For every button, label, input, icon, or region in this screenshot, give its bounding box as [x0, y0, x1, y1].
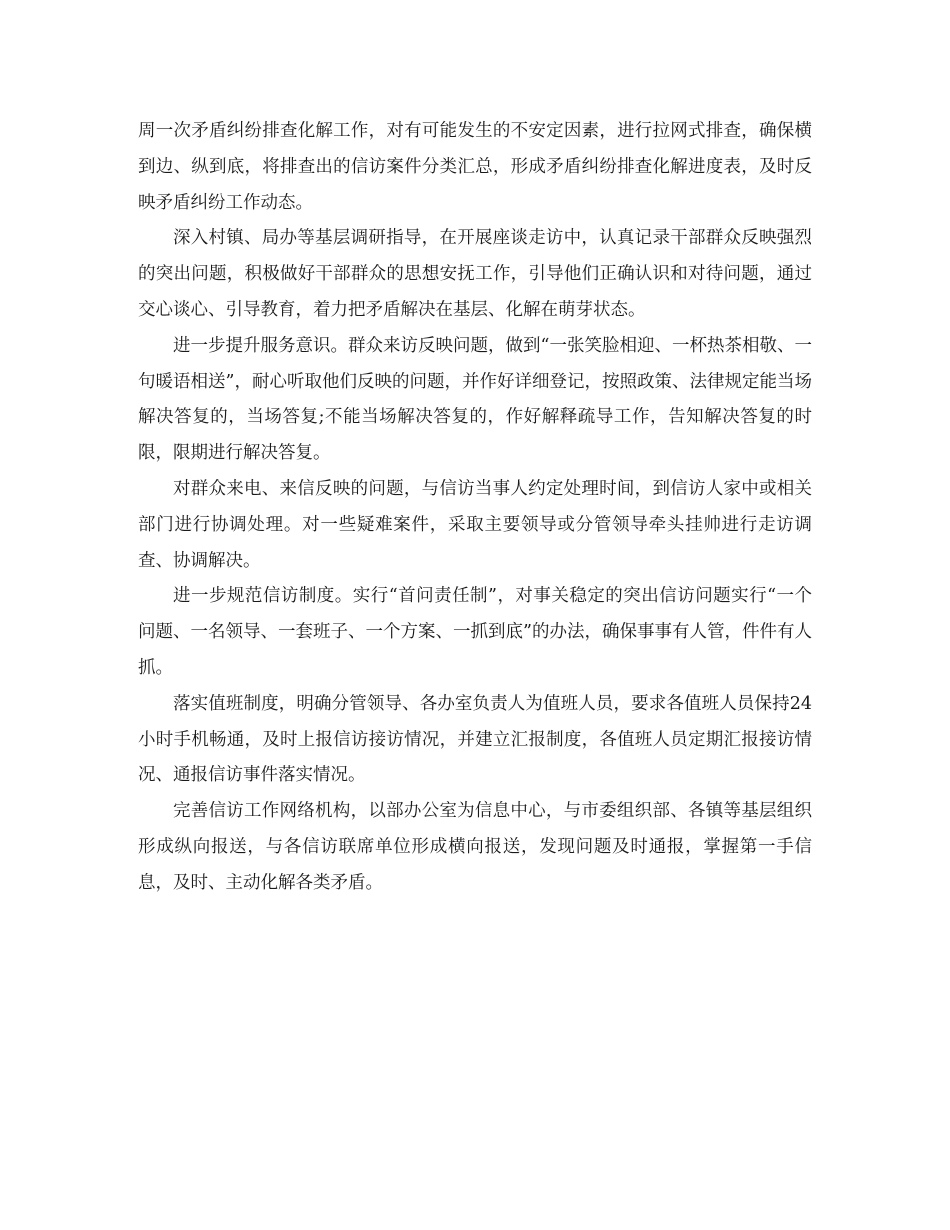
document-body [138, 114, 812, 902]
paragraph-field-research: 深入村镇、局办等基层调研指导，在开展座谈走访中，认真记录干部群众反映强烈的突出问题，积极做好干部群众的思想安抚工作，引导他们正确认识和对待问题，通过交心谈心、引导教育，着力把矛盾解决在基层、化解在萌芽状态。 [138, 228, 812, 320]
paragraph-network-structure: 完善信访工作网络机构，以部办公室为信息中心，与市委组织部、各镇等基层组织形成纵向报送，与各信访联席单位形成横向报送，发现问题及时通报，掌握第一手信息，及时、主动化解各类矛盾。 [138, 801, 812, 893]
paragraph-service-awareness: 进一步提升服务意识。群众来访反映问题，做到“一张笑脸相迎、一杯热茶相敬、一句暖语相送”，耐心听取他们反映的问题，并作好详细登记，按照政策、法律规定能当场解决答复的，当场答复;不能当场解决答复的，作好解释疏导工作，告知解决答复的时限，限期进行解决答复。 [138, 335, 812, 464]
paragraph-duty-system: 落实值班制度，明确分管领导、各办室负责人为值班人员，要求各值班人员保持24小时手机畅通，及时上报信访接访情况，并建立汇报制度，各值班人员定期汇报接访情况、通报信访事件落实情况。 [138, 693, 812, 786]
paragraph-petition-system: 进一步规范信访制度。实行“首问责任制”，对事关稳定的突出信访问题实行“一个问题、一名领导、一套班子、一个方案、一抓到底”的办法，确保事事有人管，件件有人抓。 [138, 586, 812, 678]
paragraph-continuation: 周一次矛盾纠纷排查化解工作，对有可能发生的不安定因素，进行拉网式排查，确保横到边、纵到底，将排查出的信访案件分类汇总，形成矛盾纠纷排查化解进度表，及时反映矛盾纠纷工作动态。 [138, 121, 812, 213]
paragraph-calls-letters: 对群众来电、来信反映的问题，与信访当事人约定处理时间，到信访人家中或相关部门进行协调处理。对一些疑难案件，采取主要领导或分管领导牵头挂帅进行走访调查、协调解决。 [138, 478, 812, 571]
